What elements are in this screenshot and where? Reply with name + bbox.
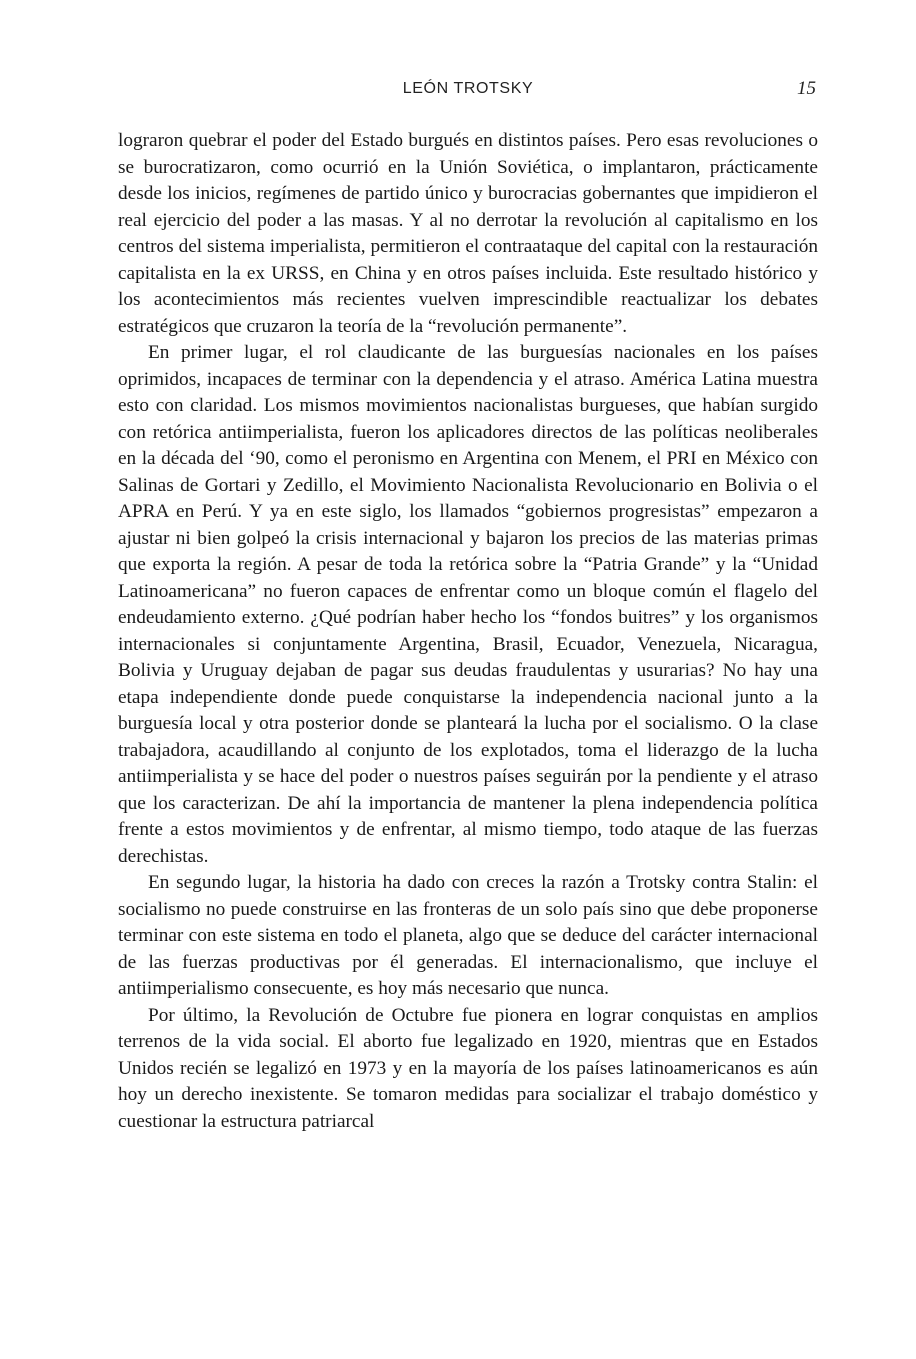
body-text: [118, 128, 818, 1135]
page-number: 15: [797, 78, 816, 99]
paragraph: En segundo lugar, la historia ha dado con creces la razón a Trotsky contra Stalin: el socialismo no puede construirse en las fronteras de un solo país sino que debe proponerse terminar con este sistema en todo el planeta, algo que se deduce del carácter internacional de las fuerzas productivas por él generadas. El internacionalismo, que incluye el antiimperialismo consecuente, es hoy más necesario que nunca.: [118, 872, 818, 999]
running-head: [118, 80, 818, 106]
running-title: LEÓN TROTSKY: [402, 80, 534, 97]
paragraph: En primer lugar, el rol claudicante de las burguesías nacionales en los países oprimidos, incapaces de terminar con la dependencia y el atraso. América Latina muestra esto con claridad. Los mismos movimientos nacionalistas burgueses, que habían surgido con retórica antiimperialista, fueron los aplicadores directos de las políticas neoliberales en la década del ‘90, como el peronismo en Argentina con Menem, el PRI en México con Salinas de Gortari y Zedillo, el Movimiento Nacionalista Revolucionario en Bolivia o el APRA en Perú. Y ya en este siglo, los llamados “gobiernos progresistas” empezaron a ajustar ni bien golpeó la crisis internacional y bajaron los precios de las materias primas que exporta la región. A pesar de toda la retórica sobre la “Patria Grande” y la “Unidad Latinoamericana” no fueron capaces de enfrentar como un bloque común el flagelo del endeudamiento externo. ¿Qué podrían haber hecho los “fondos buitres” y los organismos internacionales si conjuntamente Argentina, Brasil, Ecuador, Venezuela, Nicaragua, Bolivia y Uruguay dejaban de pagar sus deudas fraudulentas y usurarias? No hay una etapa independiente donde puede conquistarse la independencia nacional junto a la burguesía local y otra posterior donde se planteará la lucha por el socialismo. O la clase trabajadora, acaudillando al conjunto de los explotados, toma el liderazgo de la lucha antiimperialista y se hace del poder o nuestros países seguirán por la pendiente y el atraso que los caracterizan. De ahí la importancia de mantener la plena independencia política frente a estos movimientos y de enfrentar, al mismo tiempo, todo ataque de las fuerzas derechistas.: [118, 342, 818, 867]
paragraph: lograron quebrar el poder del Estado burgués en distintos países. Pero esas revoluciones o se burocratizaron, como ocurrió en la Unión Soviética, o implantaron, prácticamente desde los inicios, regímenes de partido único y burocracias gobernantes que impidieron el real ejercicio del poder a las masas. Y al no derrotar la revolución al capitalismo en los centros del sistema imperialista, permitieron el contraataque del capital con la restauración capitalista en la ex URSS, en China y en otros países incluida. Este resultado histórico y los acontecimientos más recientes vuelven imprescindible reactualizar los debates estratégicos que cruzaron la teoría de la “revolución permanente”.: [118, 130, 818, 337]
paragraph: Por último, la Revolución de Octubre fue pionera en lograr conquistas en amplios terrenos de la vida social. El aborto fue legalizado en 1920, mientras que en Estados Unidos recién se legalizó en 1973 y en la mayoría de los países latinoamericanos es aún hoy un derecho inexistente. Se tomaron medidas para socializar el trabajo doméstico y cuestionar la estructura patriarcal: [118, 1004, 818, 1132]
